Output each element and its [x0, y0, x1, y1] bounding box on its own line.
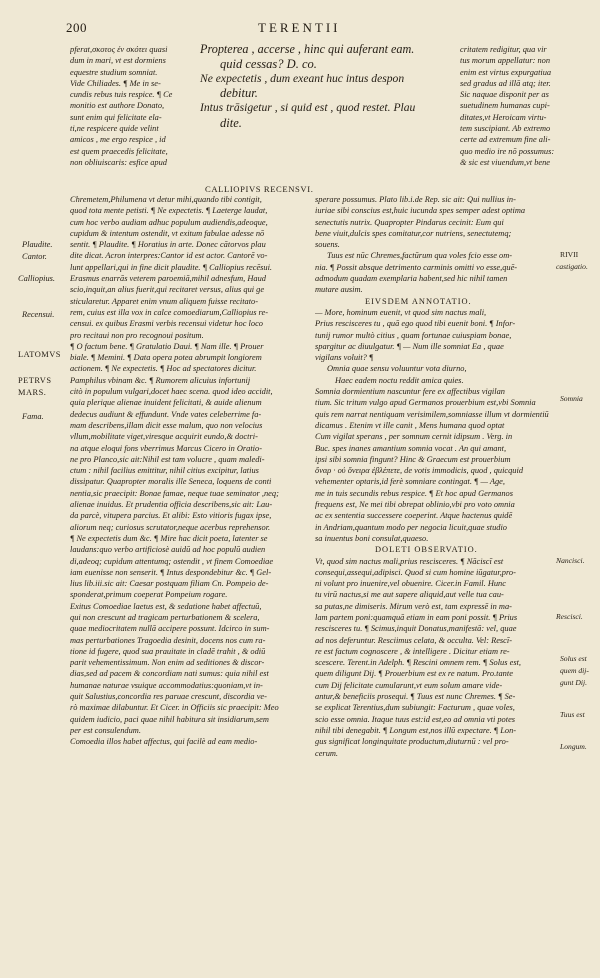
- text-line: sed gradus ad illā atq; iter.: [460, 78, 551, 88]
- text-line: nia. ¶ Possit absque detrimento carminis omitti vo esse,quē-: [315, 262, 518, 272]
- running-title: TERENTII: [258, 20, 341, 35]
- text-line: Cum vigilat sperans , per somnum cernit idipsum . Verg. in: [315, 432, 513, 442]
- text-line: admodum quadam exemplaria habent,sed hic nihil tamen: [315, 274, 508, 284]
- text-line: citò in populum vulgari,docet haec scena. quod ideo accidit,: [70, 387, 273, 397]
- text-line: ad nos deferuntur. Resciimus celata, & occulta. Vel: Rescī-: [315, 635, 512, 645]
- text-line: actionem. ¶ Ne expectetis. ¶ Hoc ad spectatores dicitur.: [70, 364, 257, 374]
- text-line: iam euenisse non senserit. ¶ Intus despondebitur &c. ¶ Gel-: [70, 567, 272, 577]
- text-line: se explicat Terentius,dum subiungit: Facturum , quae voles,: [315, 703, 515, 713]
- text-line: certe ad extremum fine ali-: [460, 135, 551, 145]
- top-left-commentary: [70, 44, 196, 168]
- margin-note-castigatio: castigatio.: [556, 262, 588, 271]
- text-line: sa putas,ne dimiseris. Mirum verò est, tam expressē in ma-: [315, 601, 512, 611]
- text-line: bene viuit,dulcis spes comitatur,cor nutriens, senectutemq;: [315, 228, 512, 238]
- text-line: Erasmus enarrās veterem paroemiā,mihil adnesfum, Haud: [70, 274, 266, 284]
- text-line: scio esse omnia. Itaque tuus est:id est,eo ad omnia vti potes: [315, 714, 516, 724]
- text-line: spargitur ac diuulgatur. ¶ — Num ille somniat Ea , quae: [315, 341, 504, 351]
- text-line: per est consulendum.: [70, 725, 141, 735]
- text-line: Prius rescisceres tu , quā ego quod tibi euenit boni. ¶ Infor-: [315, 319, 516, 329]
- page-header: [0, 20, 600, 40]
- text-line: dite dicat. Acron interpres:Cantor id est actor. Cantorē vo-: [70, 251, 268, 261]
- text-line: ditates,vt Heroicam virtu-: [460, 112, 547, 122]
- text-line: me in tuis secundis rebus respice. ¶ Et hoc apud Germanos: [315, 488, 513, 498]
- text-line: suetudinem humanas cupi-: [460, 101, 550, 111]
- text-line: rò maximae dilabuntur. Et Cicer. in Officiis sic praecipit: Meo: [70, 703, 279, 713]
- verse-line: dite.: [220, 115, 242, 130]
- text-line: souens.: [315, 240, 340, 250]
- text-line: qui non crescunt ad tragicam perturbationem & scelera,: [70, 612, 260, 622]
- text-line: sperare possumus. Plato lib.i.de Rep. sic ait: Qui nullius in-: [315, 195, 516, 204]
- text-line: quit Salustius,concordia res paruae crescunt, discordia ve-: [70, 692, 267, 702]
- text-line: enim est virtus expurgatiua: [460, 67, 552, 77]
- text-line: aliorum neq; curiosus scrutator,neque acerbus reprehensor.: [70, 522, 271, 532]
- text-line: rem, cuius est illa vox in calce comoediarum,Calliopius re-: [70, 307, 269, 317]
- margin-note-rescisci: Rescisci.: [556, 612, 583, 621]
- text-line: humanae naturae vsuique accommodatius:quoniam,vt in-: [70, 680, 263, 690]
- text-line: cupidum & intentum ostendit, vt exitum fabulae adesse nō: [70, 228, 265, 238]
- text-line: nentia,sic praecipit: Bonae famae, neque tuae seminator ,neq;: [70, 488, 279, 498]
- text-line: parit vehementissimum. Non enim ad seditiones & discor-: [70, 658, 265, 668]
- margin-note-petrus: PETRVS: [18, 376, 52, 385]
- margin-note-mars: MARS.: [18, 388, 47, 397]
- text-line: pro recitaui non pro recognoui positum.: [70, 330, 204, 340]
- text-line: sponderat,primum coeperat Pompeium rogare.: [70, 590, 228, 600]
- text-line: Tuus est nūc Chremes,factūrum qua voles fcio esse om-: [327, 251, 513, 261]
- margin-note-nancisci: Nancisci.: [556, 556, 585, 565]
- text-line: laudans:quo verbo artificiosè auidū ad hoc populū audien: [70, 545, 266, 555]
- text-line: critatem redigitur, qua vir: [460, 45, 547, 54]
- text-line: lunt appellari,qui in fine dicit plaudite. ¶ Calliopius recēsui.: [70, 262, 273, 272]
- text-line: quae mediocritatem nullā accipere possunt. Idcirco in sum-: [70, 624, 270, 634]
- text-line: da parcè, vitupera parcius. Et alibi: Esto vitioris fugax ipse,: [70, 511, 272, 521]
- text-line: scescere. Terent.in Adelph. ¶ Rescini omnem rem. ¶ Solus est,: [315, 658, 521, 668]
- text-line: sunt enim qui felicitate ela-: [70, 112, 162, 122]
- text-line: tem suscipiant. Ab extremo: [460, 124, 551, 134]
- text-line: lam partem poni:quamquā etiam in eam poni possit. ¶ Prius: [315, 612, 518, 622]
- text-line: mutare ausim.: [315, 285, 363, 295]
- text-line: amicos , me ergo respice , id: [70, 135, 166, 145]
- text-line: quidem iudicio, paci quae nihil habitura sit insidiarum,sem: [70, 714, 269, 724]
- margin-note-longum: Longum.: [560, 742, 587, 751]
- text-line: mas perturbationes Tragoedia desinit, docens nos cum ra-: [70, 635, 266, 645]
- text-line: alienae inuidus. Et prudentia officia describens,sic ait: Lau-: [70, 500, 273, 510]
- text-line: pferat,σκοτος ἐν σκότει quasi: [70, 45, 168, 54]
- right-commentary-column: [315, 194, 557, 759]
- margin-note-rivii: RIVII: [560, 250, 579, 259]
- text-line: consequi,assequi,adipisci. Quod si cum homine iūgatur,pro-: [315, 567, 516, 577]
- margin-note-cantor: Cantor.: [22, 252, 47, 261]
- text-line: Haec eadem noctu reddit amica quies.: [335, 375, 464, 385]
- text-line: sticularetur. Apparet enim vnum aliquem fuisse recitato-: [70, 296, 259, 306]
- text-line: tus morum appellatur: non: [460, 56, 551, 66]
- section-heading: EIVSDEM ANNOTATIO.: [365, 296, 472, 306]
- margin-note-plaudite: Plaudite.: [22, 240, 53, 249]
- text-line: re est factum cognoscere , & intelligere . Dicitur etiam re-: [315, 646, 510, 656]
- text-line: sa inuentus boni consulat,quaeso.: [315, 533, 429, 543]
- text-line: tu virū nactus,si me aut sapere aliquid,aut velle tua cau-: [315, 590, 504, 600]
- text-line: equestre studium somniat.: [70, 67, 158, 77]
- text-line: in Andriam,quantum modo per negocia licuit,quae studio: [315, 522, 507, 532]
- text-line: quia plerique alienae inuident felicitati, & auide alienum: [70, 398, 262, 408]
- text-line: vehementer optaris,id ferè somniare contingat. ¶ — Age,: [315, 477, 505, 487]
- text-line: Pamphilus vbinam &c. ¶ Rumorem alicuius infortunij: [70, 375, 251, 385]
- text-line: censui. ex quibus Erasmi verbis recensui videtur hoc loco: [70, 319, 263, 329]
- margin-note-fama: Fama.: [22, 412, 44, 421]
- text-line: scio,inquit,an alius fuerit,qui recitaret versus, alius qui ge: [70, 285, 265, 295]
- text-line: dicamus . Etenim vt ille canit , Mens humana quod optat: [315, 420, 505, 430]
- text-line: ¶ O factum bene. ¶ Gratulatio Daui. ¶ Nam ille. ¶ Prouer: [70, 341, 264, 351]
- text-line: Omnia quae sensu voluuntur vota diurno,: [327, 364, 467, 374]
- text-line: Somnia dormientium nascuntur fere ex affectibus vigilan: [315, 387, 505, 397]
- text-line: na atque eloqui fons vberrimus Marcus Cicero in Oratio-: [70, 443, 262, 453]
- text-line: quem diligunt Dij. ¶ Prouerbium est ex re natum. Pro.tante: [315, 669, 513, 679]
- text-line: Vide Chiliades. ¶ Me in se-: [70, 78, 161, 88]
- verse-line: debitur.: [220, 86, 258, 101]
- text-line: quis rem narrat nentiquam verisimilem,somniasse illum vt dormientiū: [315, 409, 549, 419]
- text-line: ac ex sententia successere coeperint. Atque hactenus quidē: [315, 511, 513, 521]
- text-line: dias,sed ad pacem & concordiam nati sumus: quia nihil est: [70, 669, 269, 679]
- verse-line: quid cessas? D. co.: [220, 56, 317, 71]
- text-line: Buc. spes inanes amantium somnia vocat . An qui amant,: [315, 443, 507, 453]
- speaker-line: CALLIOPIVS RECENSVI.: [205, 184, 314, 194]
- text-line: Comoedia illos habet affectus, qui facilè ad eam medio-: [70, 737, 258, 747]
- text-line: dum in mari, vt est dormiens: [70, 56, 166, 66]
- verse-line: Ne expectetis , dum exeant huc intus despon: [200, 71, 405, 85]
- text-line: cum Dij felicitate cumularunt,vt eum solum amare vide-: [315, 680, 503, 690]
- text-line: cundis rebus tuis respice. ¶ Ce: [70, 90, 173, 100]
- text-line: tione id fugere, quod sua prauitate in cladē trahit , & odiū: [70, 646, 266, 656]
- text-line: & sic est viuendum,vt bene: [460, 157, 551, 167]
- text-line: mam describens,illam dicit esse malum, quo non velocius: [70, 420, 263, 430]
- text-line: Sic naquae disponit per as: [460, 90, 549, 100]
- top-right-commentary: [460, 44, 560, 168]
- text-line: senectutis nutrix. Quapropter Pindarus cecinit: Eum qui: [315, 217, 504, 227]
- text-line: est quem praecedis felicitate,: [70, 146, 168, 156]
- text-line: ipsi sibi somnia fingunt? Hinc & Graecum est prouerbium: [315, 454, 511, 464]
- text-line: sentit. ¶ Plaudite. ¶ Horatius in arte. Donec cātorvos plau: [70, 240, 266, 250]
- text-line: ne pro Planco,sic ait:Nihil est tam volucre , quam maledi-: [70, 454, 265, 464]
- text-line: quod tota mente petisti. ¶ Ne expectetis. ¶ Laeterge laudat,: [70, 206, 268, 216]
- margin-note-solus: Solus est: [560, 654, 587, 663]
- text-line: gus significat longinquitate productum,diuturnū : vel pro-: [315, 737, 509, 747]
- margin-note-calliopius: Calliopius.: [18, 274, 55, 283]
- text-line: tium. Sic tritum vulgo apud Germanos prouerbium est,vbi Somnia: [315, 398, 536, 408]
- text-line: ni volunt pro inuenire,vel obuenire. Cicer.in Famil. Hunc: [315, 579, 506, 589]
- section-heading: DOLETI OBSERVATIO.: [375, 545, 478, 555]
- text-line: cerum.: [315, 748, 339, 758]
- text-line: rescisceres tu. ¶ Scimus,inquit Donatus,manifestā: vel, quae: [315, 624, 517, 634]
- margin-note-quem-dij: quem dij-: [560, 666, 589, 675]
- text-line: — More, hominum euenit, vt quod sim nactus mali,: [315, 307, 487, 317]
- text-line: lius lib.iii.sic ait: Caesar postquam filiam Cn. Pompeio de-: [70, 579, 269, 589]
- text-line: frequens est, Ne mei tibi obrepat oblinio,vbi pro voto omnia: [315, 500, 515, 510]
- text-line: ti,ne respicere quide velint: [70, 124, 159, 134]
- text-line: Vt, quod sim nactus mali,prius rescisceres. ¶ Nāciscī est: [315, 556, 504, 566]
- text-line: biale. ¶ Memini. ¶ Data opera potea abrumpit longiorem: [70, 353, 262, 363]
- verse-line: Propterea , accerse , hinc qui auferant eam.: [200, 42, 415, 56]
- text-line: nihil tibi denegabit. ¶ Longum est,nos illū expectare. ¶ Lon-: [315, 725, 517, 735]
- text-line: Exitus Comoediae laetus est, & sedatione habet affectuū,: [70, 601, 262, 611]
- text-line: ¶ Ne expectetis dum &c. ¶ Mire hac dicit poeta, latenter se: [70, 533, 268, 543]
- verse-line: Intus trāsigetur , si quid est , quod restet. Plau: [200, 101, 416, 115]
- text-line: monitio est authore Donato,: [70, 101, 165, 111]
- left-commentary-column: [70, 194, 304, 748]
- margin-note-tuus: Tuus est: [560, 710, 585, 719]
- text-line: antur,& beneficiis prosequi. ¶ Tuus est nunc Chremes. ¶ Se-: [315, 692, 516, 702]
- page-number: 200: [66, 20, 87, 35]
- text-line: ὄναρ · οὐ ὄνειρα ἐβλέπετε, de votis immodicis, quod , quicquid: [315, 466, 524, 476]
- text-line: ctum : nihil facilius emittitur, nihil citius excipitur, latius: [70, 466, 259, 476]
- margin-note-somnia: Somnia: [560, 394, 583, 403]
- text-line: dissipatur. Quapropter moralis ille Seneca, loquens de conti: [70, 477, 272, 487]
- play-verse: [200, 42, 460, 131]
- text-line: dedecus audiunt & effundunt. Vnde vates celeberrime fa-: [70, 409, 262, 419]
- margin-note-gunt-dij: gunt Dij.: [560, 678, 588, 687]
- text-line: tunij rumor multò citius , quam fortunae cuiuspiam bonae,: [315, 330, 512, 340]
- text-line: cum hoc verbo audiam adhuc populum audiendis,adeoque,: [70, 217, 268, 227]
- text-line: di,adeoq; cupidum attentumq; ostendit , vt finem Comoediae: [70, 556, 274, 566]
- text-line: vigilans voluit? ¶: [315, 353, 374, 363]
- text-line: quo medio ire nō possumus:: [460, 146, 555, 156]
- text-line: iuriae sibi conscius est,huic iucunda spes semper adest optima: [315, 206, 526, 216]
- margin-note-latomus: LATOMVS: [18, 350, 61, 359]
- text-line: Chremetem,Philumena vt detur mihi,quando tibi contigit,: [70, 195, 262, 204]
- margin-note-recensui: Recensui.: [22, 310, 55, 319]
- text-line: vllum,mobilitate viget,viresque acquirit eundo,& doctri-: [70, 432, 258, 442]
- text-line: non obliuiscaris: esfice apud: [70, 157, 167, 167]
